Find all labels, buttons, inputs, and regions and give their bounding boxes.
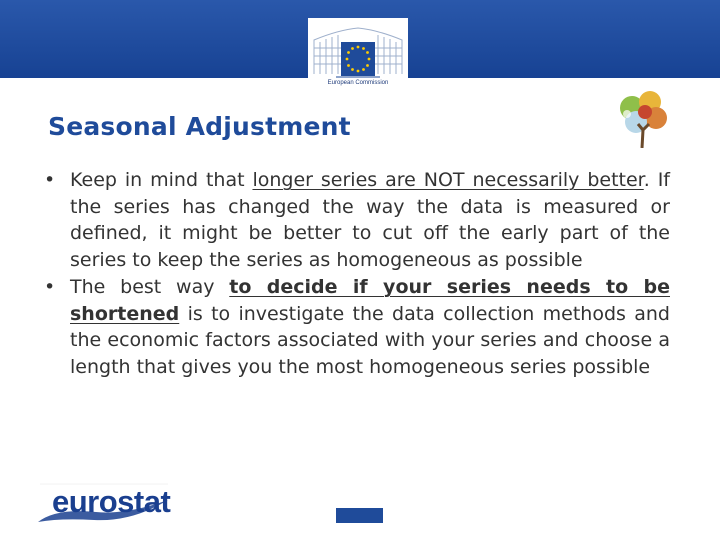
bullet-text-segment: . If the series has changed the way the data is measured or defined, it might be better to cut off the early part of the series to keep the series as homogeneous as possible [70, 169, 670, 271]
bullet-text [70, 167, 670, 273]
bullet-emphasis: to decide if your series needs to be shortened [70, 276, 670, 325]
eurostat-logo [36, 478, 172, 530]
bullet-dot: • [44, 169, 56, 191]
seasonal-tree-icon [612, 86, 674, 148]
bullet-list [44, 167, 670, 381]
eurostat-logo-text: eurostat [52, 484, 171, 519]
page-title: Seasonal Adjustment [48, 112, 351, 141]
european-commission-logo [308, 18, 408, 104]
bullet-dot: • [44, 276, 56, 298]
bullet-item [44, 274, 670, 380]
bullet-emphasis: longer series are NOT necessarily better [252, 169, 644, 191]
bullet-text [70, 274, 670, 380]
bullet-item [44, 167, 670, 273]
footer-bar [336, 508, 383, 523]
bullet-text-segment: is to investigate the data collection methods and the economic factors associated with your series and choose a length that gives you the most homogeneous series possible [70, 302, 670, 378]
bullet-text-segment: The best way [70, 276, 230, 298]
ec-logo-text: European Commission [327, 80, 389, 86]
european-commission-building-icon [308, 18, 408, 104]
bullet-text-segment: Keep in mind that [70, 169, 253, 191]
